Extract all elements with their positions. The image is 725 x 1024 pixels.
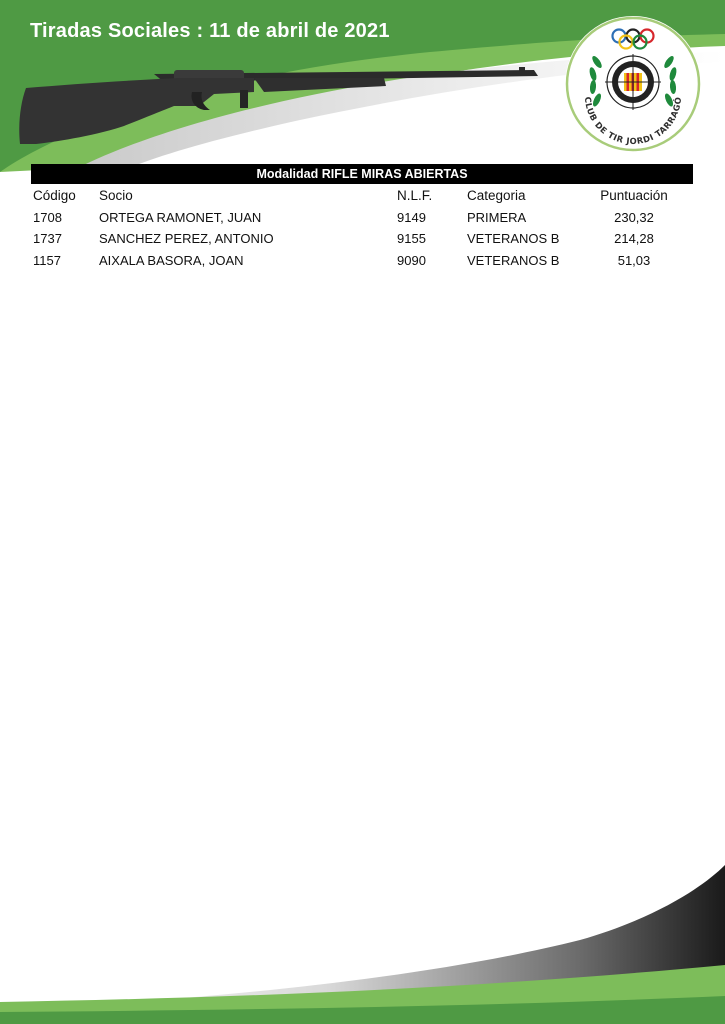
cell-puntuacion: 214,28 bbox=[614, 231, 654, 246]
column-header-categoria: Categoria bbox=[467, 188, 526, 203]
cell-codigo: 1157 bbox=[33, 252, 61, 268]
column-header-puntuacion: Puntuación bbox=[600, 188, 668, 203]
table-row bbox=[31, 209, 693, 231]
club-logo-text: CLUB DE TIR JORDI TARRAGÓ bbox=[582, 96, 684, 147]
table-header-row bbox=[31, 187, 693, 209]
cell-nlf: 9149 bbox=[397, 209, 426, 225]
cell-categoria: VETERANOS B bbox=[467, 252, 560, 268]
cell-codigo: 1737 bbox=[33, 231, 62, 246]
section-title-bar: Modalidad RIFLE MIRAS ABIERTAS bbox=[31, 164, 693, 184]
cell-puntuacion: 51,03 bbox=[617, 252, 651, 268]
cell-socio: AIXALA BASORA, JOAN bbox=[99, 252, 244, 268]
cell-codigo: 1708 bbox=[33, 209, 62, 225]
cell-categoria: PRIMERA bbox=[467, 209, 527, 225]
rifle-image bbox=[14, 66, 544, 146]
cell-nlf: 9155 bbox=[397, 231, 426, 246]
results-table bbox=[31, 187, 693, 273]
page-title: Tiradas Sociales : 11 de abril de 2021 bbox=[30, 20, 390, 42]
cell-socio: ORTEGA RAMONET, JUAN bbox=[99, 209, 262, 225]
table-row bbox=[31, 230, 693, 252]
column-header-socio: Socio bbox=[99, 188, 133, 203]
cell-nlf: 9090 bbox=[397, 252, 426, 268]
table-row bbox=[31, 252, 693, 274]
column-header-nlf: N.L.F. bbox=[397, 188, 433, 203]
footer-background bbox=[0, 860, 725, 1024]
cell-categoria: VETERANOS B bbox=[467, 231, 560, 246]
club-logo bbox=[563, 14, 703, 154]
cell-socio: SANCHEZ PEREZ, ANTONIO bbox=[99, 231, 274, 246]
column-header-codigo: Código bbox=[33, 188, 76, 203]
cell-puntuacion: 230,32 bbox=[614, 209, 654, 225]
